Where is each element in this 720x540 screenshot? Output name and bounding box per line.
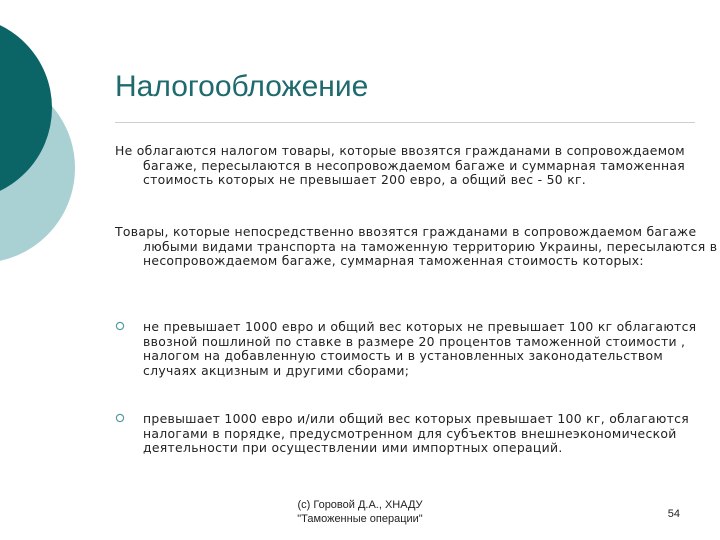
page-number: 54 — [667, 508, 680, 520]
ring-bullet-icon — [115, 412, 125, 422]
footer-author: (c) Горовой Д.А., ХНАДУ — [297, 499, 423, 511]
footer — [270, 498, 450, 526]
list-item — [115, 320, 700, 378]
ring-bullet-icon — [115, 320, 125, 330]
list-item — [115, 412, 700, 456]
decorative-circles — [0, 0, 120, 300]
page-title: Налогообложение — [115, 70, 369, 103]
paragraph-exemption: Не облагаются налогом товары, которые ввозятся гражданами в сопровождаемом багаже, пересылаются в несопровождаемом багаже и суммарная таможенная стоимость которых не превышает 200 евро, а общий вес - 50 кг. — [115, 143, 686, 188]
paragraph-goods: Товары, которые непосредственно ввозятся гражданами в сопровождаемом багаже любыми видами транспорта на таможенную территорию Украины, пересылаются в несопровождаемом багаже, суммарная таможенная стоимость которых: — [115, 224, 718, 269]
list-item-text: не превышает 1000 евро и общий вес которых не превышает 100 кг облагаются ввозной пошлиной по ставке в размере 20 процентов таможенной стоимости , налогом на добавленную стоимость и в установленных законодательством случаях акцизным и другими сборами; — [143, 319, 697, 378]
footer-course: "Таможенные операции" — [297, 513, 423, 525]
title-divider — [115, 122, 695, 123]
list-item-text: превышает 1000 евро и/или общий вес которых превышает 100 кг, облагаются налогами в порядке, предусмотренном для субъектов внешнеэкономической деятельности при осуществлении ими импортных операций. — [143, 411, 689, 456]
